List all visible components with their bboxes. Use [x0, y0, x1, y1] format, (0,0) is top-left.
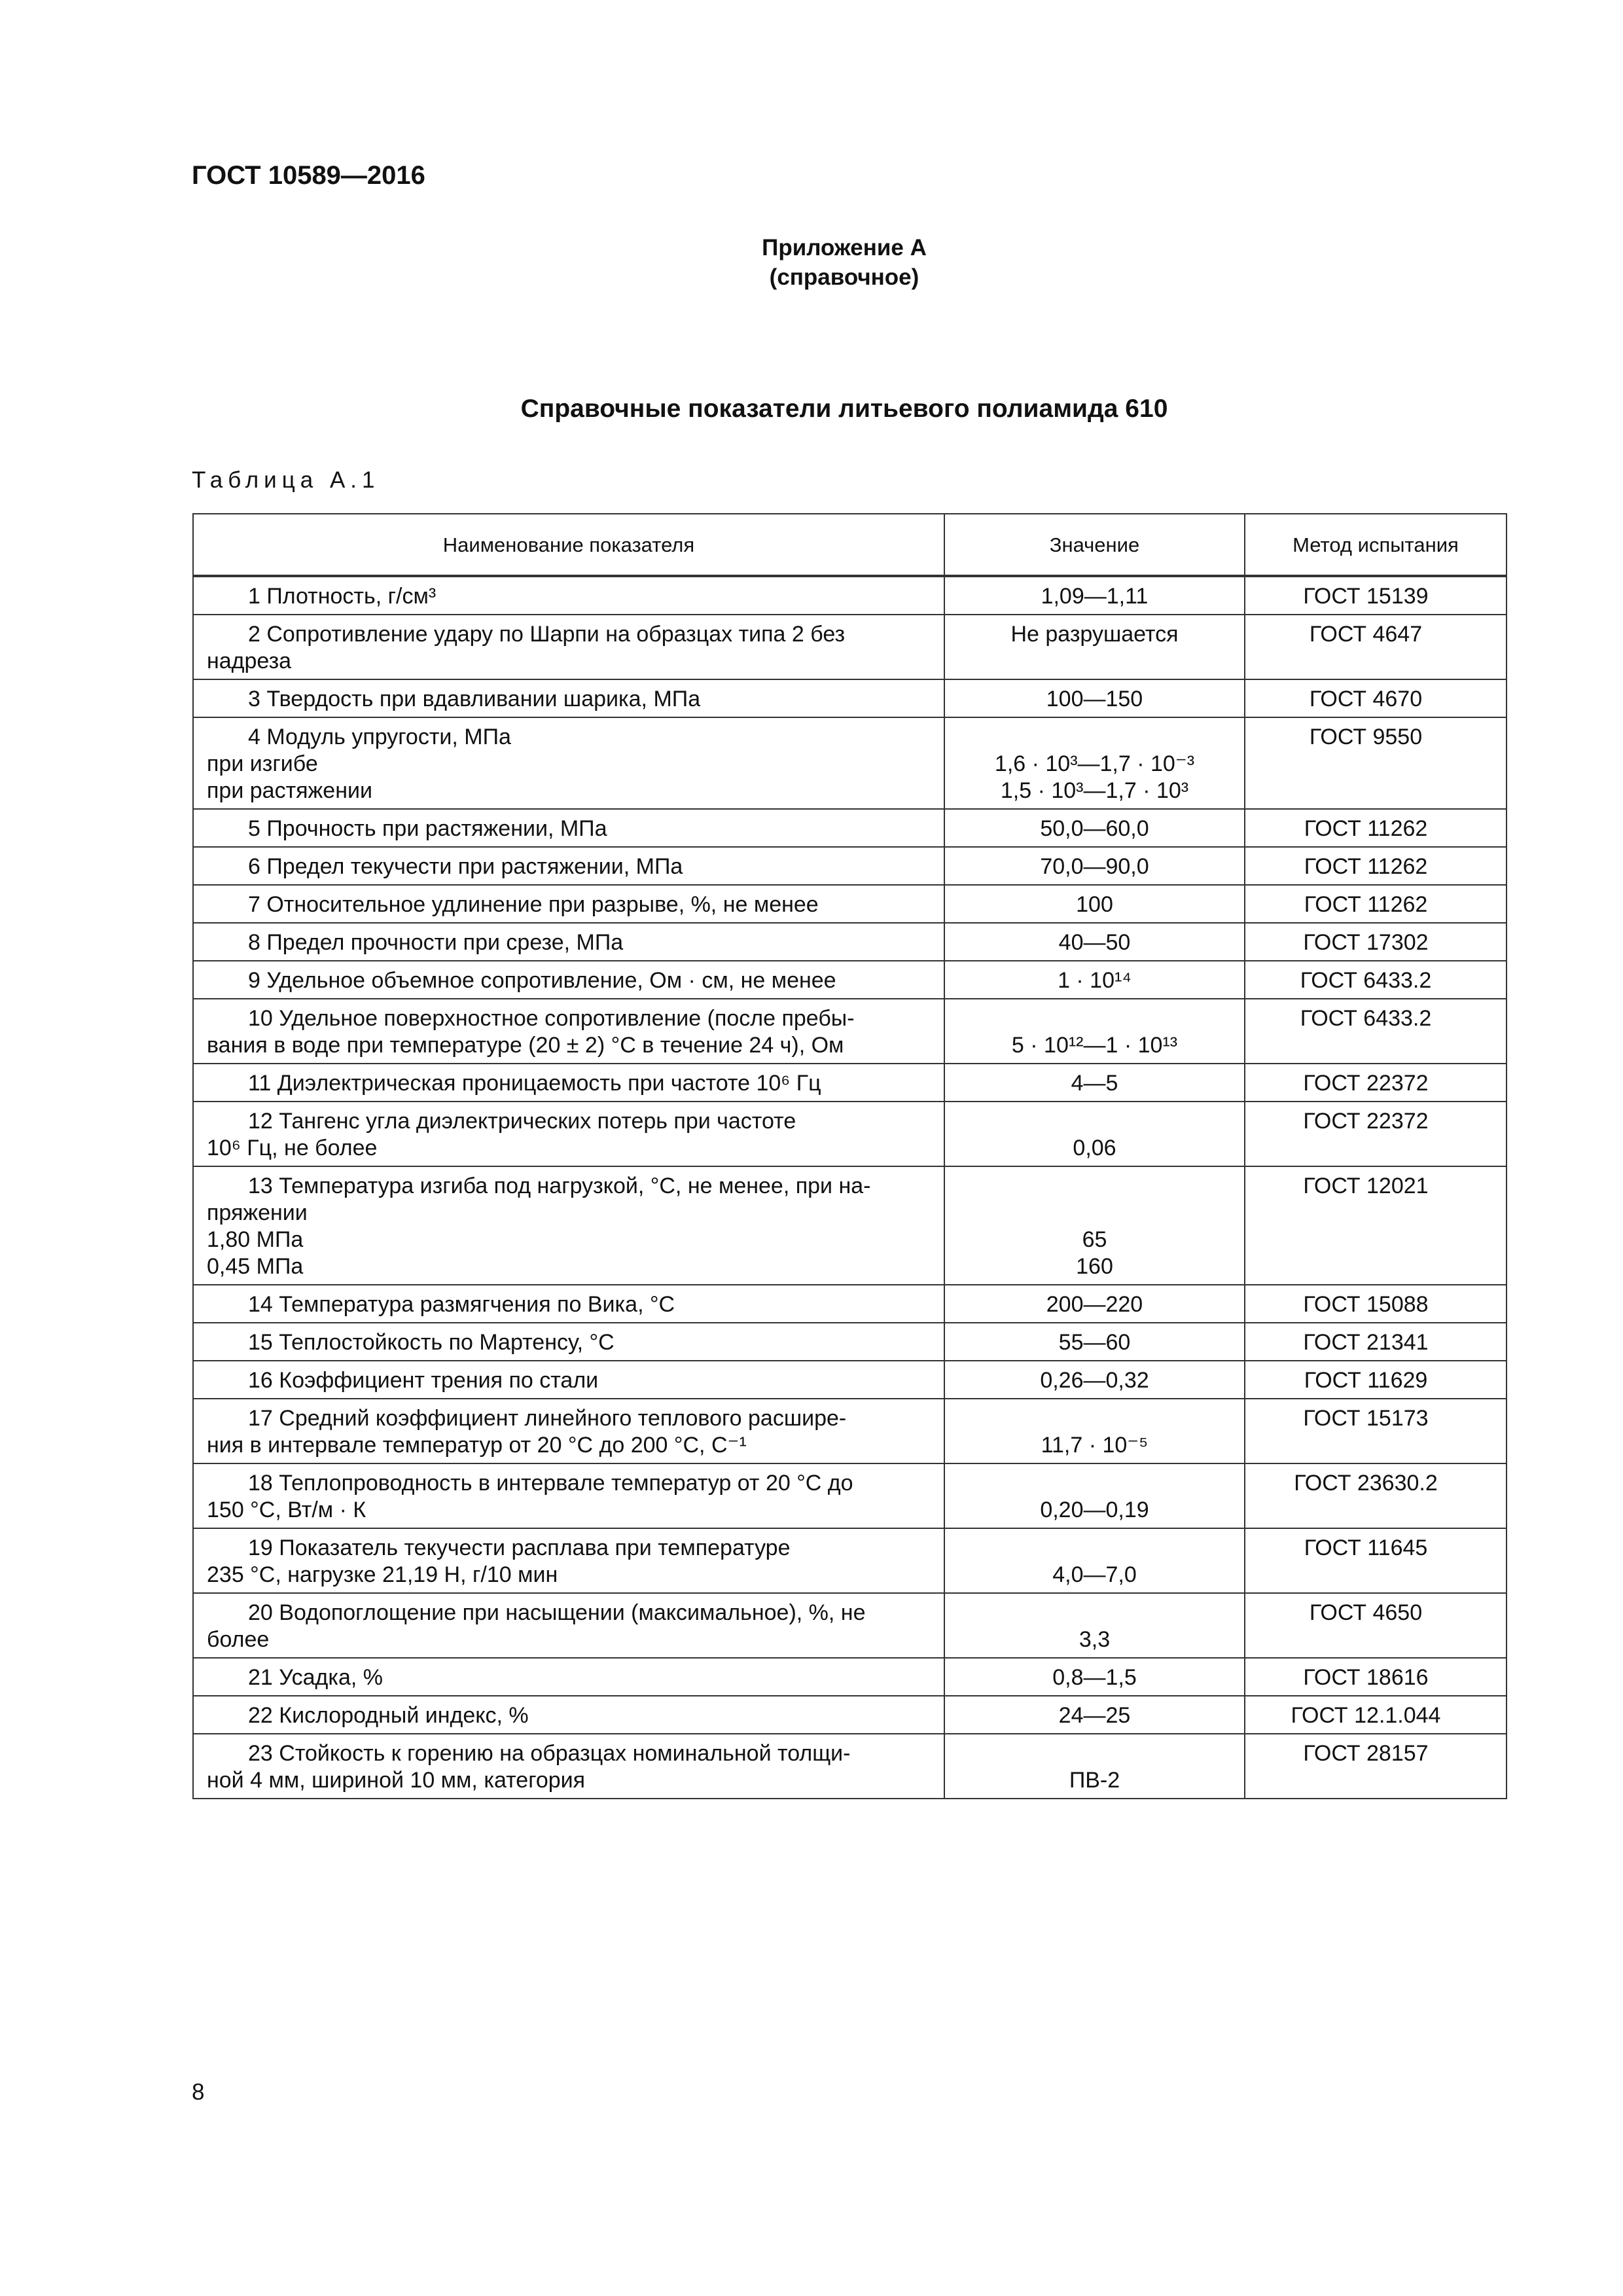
indicator-value-cell [944, 1734, 1245, 1799]
indicator-name-line: при изгибе [207, 751, 318, 776]
indicator-name-cell [193, 717, 944, 809]
indicator-name-line: 22 Кислородный индекс, % [248, 1703, 529, 1728]
indicator-name-line: 23 Стойкость к горению на образцах номинальной толщи- [248, 1741, 851, 1766]
indicator-name-line: пряжении [207, 1200, 308, 1225]
table-body [193, 576, 1507, 1799]
document-code: ГОСТ 10589—2016 [192, 161, 425, 190]
appendix-title: Приложение А [762, 235, 927, 260]
test-method-cell: ГОСТ 11262 [1245, 847, 1507, 885]
indicator-name-cell [193, 885, 944, 923]
page-heading: Справочные показатели литьевого полиамида 610 [520, 395, 1168, 423]
indicator-value-line: 11,7 · 10⁻⁵ [1041, 1433, 1149, 1458]
indicator-name-cell [193, 1064, 944, 1102]
indicator-value-line: 0,8—1,5 [1052, 1665, 1137, 1690]
indicator-value-cell [944, 1285, 1245, 1323]
indicator-value-cell [944, 1361, 1245, 1399]
table-row [193, 1734, 1507, 1799]
indicator-value-cell [944, 1463, 1245, 1528]
column-header-name: Наименование показателя [193, 514, 944, 576]
indicator-name-line: 150 °С, Вт/м · К [207, 1498, 366, 1522]
table-row [193, 1593, 1507, 1658]
indicator-value-line: ПВ-2 [1069, 1768, 1120, 1793]
indicator-name-cell [193, 1361, 944, 1399]
indicator-value-cell [944, 1102, 1245, 1166]
table-row [193, 923, 1507, 961]
table-row [193, 1323, 1507, 1361]
table-row [193, 1696, 1507, 1734]
indicator-name-cell [193, 1593, 944, 1658]
indicator-value-cell [944, 1696, 1245, 1734]
test-method-cell: ГОСТ 9550 [1245, 717, 1507, 809]
table-row [193, 1064, 1507, 1102]
indicator-value-cell [944, 961, 1245, 999]
indicator-name-line: надреза [207, 649, 292, 673]
indicator-name-cell [193, 576, 944, 615]
indicator-value-line: 50,0—60,0 [1040, 816, 1149, 841]
indicator-value-cell [944, 847, 1245, 885]
test-method-cell: ГОСТ 11262 [1245, 809, 1507, 847]
test-method-cell: ГОСТ 17302 [1245, 923, 1507, 961]
indicator-name-line: 6 Предел текучести при растяжении, МПа [248, 854, 683, 879]
table-row [193, 615, 1507, 679]
table-row [193, 961, 1507, 999]
test-method-cell: ГОСТ 12.1.044 [1245, 1696, 1507, 1734]
indicator-name-cell [193, 1102, 944, 1166]
indicator-value-line: 100—150 [1046, 687, 1143, 711]
indicator-name-line: 10⁶ Гц, не более [207, 1136, 378, 1160]
table-row [193, 999, 1507, 1064]
indicator-name-line: 1 Плотность, г/см³ [248, 584, 437, 609]
indicator-value-cell [944, 999, 1245, 1064]
indicator-value-line: 55—60 [1058, 1330, 1131, 1355]
indicator-value-cell [944, 1064, 1245, 1102]
page-number: 8 [192, 2079, 205, 2105]
indicator-value-cell [944, 885, 1245, 923]
indicator-name-cell [193, 679, 944, 717]
test-method-cell: ГОСТ 18616 [1245, 1658, 1507, 1696]
table-row [193, 885, 1507, 923]
indicator-value-line: 1 · 10¹⁴ [1058, 968, 1132, 993]
indicator-value-cell [944, 1658, 1245, 1696]
properties-table [192, 513, 1507, 1799]
table-row [193, 576, 1507, 615]
test-method-cell: ГОСТ 22372 [1245, 1064, 1507, 1102]
indicator-name-line: 8 Предел прочности при срезе, МПа [248, 930, 624, 955]
indicator-name-cell [193, 1399, 944, 1463]
indicator-value-line: 1,09—1,11 [1041, 584, 1149, 609]
table-header-row [193, 514, 1507, 576]
test-method-cell: ГОСТ 23630.2 [1245, 1463, 1507, 1528]
indicator-value-line: 3,3 [1079, 1627, 1111, 1652]
indicator-name-cell [193, 999, 944, 1064]
indicator-value-cell [944, 576, 1245, 615]
indicator-name-line: 16 Коэффициент трения по стали [248, 1368, 599, 1393]
test-method-cell: ГОСТ 11262 [1245, 885, 1507, 923]
indicator-name-line: при растяжении [207, 778, 372, 803]
indicator-name-cell [193, 961, 944, 999]
indicator-value-line: 5 · 10¹²—1 · 10¹³ [1011, 1033, 1178, 1058]
test-method-cell: ГОСТ 4670 [1245, 679, 1507, 717]
indicator-name-line: ния в интервале температур от 20 °С до 200 °С, С⁻¹ [207, 1433, 747, 1458]
indicator-value-cell [944, 615, 1245, 679]
indicator-value-line: 4—5 [1071, 1071, 1118, 1096]
appendix-block [0, 233, 1623, 292]
test-method-cell: ГОСТ 21341 [1245, 1323, 1507, 1361]
indicator-name-line: ной 4 мм, шириной 10 мм, категория [207, 1768, 586, 1793]
appendix-type: (справочное) [769, 264, 919, 290]
indicator-name-cell [193, 1658, 944, 1696]
table-caption: Таблица А.1 [192, 467, 380, 493]
indicator-name-line: 10 Удельное поверхностное сопротивление (после пребы- [248, 1006, 855, 1031]
indicator-name-cell [193, 809, 944, 847]
test-method-cell: ГОСТ 6433.2 [1245, 999, 1507, 1064]
table-row [193, 1166, 1507, 1285]
indicator-value-cell [944, 923, 1245, 961]
table-row [193, 1102, 1507, 1166]
indicator-name-cell [193, 615, 944, 679]
indicator-name-line: 12 Тангенс угла диэлектрических потерь при частоте [248, 1109, 796, 1134]
indicator-value-cell [944, 1323, 1245, 1361]
test-method-cell: ГОСТ 11645 [1245, 1528, 1507, 1593]
indicator-name-line: 0,45 МПа [207, 1254, 304, 1279]
table-row [193, 1463, 1507, 1528]
indicator-name-line: 21 Усадка, % [248, 1665, 383, 1690]
indicator-value-cell [944, 809, 1245, 847]
test-method-cell: ГОСТ 4650 [1245, 1593, 1507, 1658]
test-method-cell: ГОСТ 6433.2 [1245, 961, 1507, 999]
indicator-name-line: 235 °С, нагрузке 21,19 Н, г/10 мин [207, 1562, 558, 1587]
indicator-name-line: 17 Средний коэффициент линейного теплового расшире- [248, 1406, 847, 1431]
indicator-value-line: 100 [1076, 892, 1113, 917]
table-row [193, 1361, 1507, 1399]
indicator-name-line: 2 Сопротивление удару по Шарпи на образцах типа 2 без [248, 622, 846, 647]
indicator-value-line: 4,0—7,0 [1052, 1562, 1137, 1587]
indicator-name-line: 11 Диэлектрическая проницаемость при частоте 10⁶ Гц [248, 1071, 821, 1096]
table-row [193, 809, 1507, 847]
indicator-value-line: 0,26—0,32 [1040, 1368, 1149, 1393]
indicator-name-cell [193, 923, 944, 961]
indicator-name-line: 3 Твердость при вдавливании шарика, МПа [248, 687, 701, 711]
indicator-name-line: 9 Удельное объемное сопротивление, Ом · см, не менее [248, 968, 836, 993]
indicator-value-line: 70,0—90,0 [1040, 854, 1149, 879]
indicator-name-line: 4 Модуль упругости, МПа [248, 725, 511, 749]
indicator-name-line: 7 Относительное удлинение при разрыве, %, не менее [248, 892, 819, 917]
table-row [193, 1285, 1507, 1323]
table-row [193, 1399, 1507, 1463]
test-method-cell: ГОСТ 11629 [1245, 1361, 1507, 1399]
indicator-name-cell [193, 1463, 944, 1528]
table-row [193, 679, 1507, 717]
indicator-value-line: 200—220 [1046, 1292, 1143, 1317]
indicator-value-cell [944, 679, 1245, 717]
indicator-value-line: 1,6 · 10³—1,7 · 10⁻³ [994, 751, 1195, 776]
test-method-cell: ГОСТ 28157 [1245, 1734, 1507, 1799]
indicator-name-cell [193, 1285, 944, 1323]
indicator-name-line: 13 Температура изгиба под нагрузкой, °С, не менее, при на- [248, 1174, 871, 1198]
indicator-value-cell [944, 1166, 1245, 1285]
indicator-value-line: 24—25 [1058, 1703, 1131, 1728]
indicator-name-line: 20 Водопоглощение при насыщении (максимальное), %, не [248, 1600, 866, 1625]
indicator-name-line: 18 Теплопроводность в интервале температур от 20 °С до [248, 1471, 853, 1496]
indicator-value-line: 0,20—0,19 [1040, 1498, 1149, 1522]
test-method-cell: ГОСТ 22372 [1245, 1102, 1507, 1166]
indicator-name-line: вания в воде при температуре (20 ± 2) °С в течение 24 ч), Ом [207, 1033, 844, 1058]
indicator-value-cell [944, 1528, 1245, 1593]
indicator-value-line [958, 648, 1231, 675]
indicator-name-cell [193, 1166, 944, 1285]
test-method-cell: ГОСТ 4647 [1245, 615, 1507, 679]
indicator-name-cell [193, 1734, 944, 1799]
table-row [193, 1528, 1507, 1593]
test-method-cell: ГОСТ 12021 [1245, 1166, 1507, 1285]
indicator-name-line: 15 Теплостойкость по Мартенсу, °С [248, 1330, 615, 1355]
indicator-value-line: Не разрушается [1010, 622, 1179, 647]
test-method-cell: ГОСТ 15173 [1245, 1399, 1507, 1463]
table-row [193, 717, 1507, 809]
indicator-value-line: 160 [1076, 1254, 1113, 1279]
indicator-name-line: 19 Показатель текучести расплава при температуре [248, 1535, 791, 1560]
indicator-name-line: более [207, 1627, 270, 1652]
indicator-name-line: 14 Температура размягчения по Вика, °С [248, 1292, 675, 1317]
column-header-method: Метод испытания [1245, 514, 1507, 576]
indicator-name-cell [193, 1528, 944, 1593]
indicator-value-line: 0,06 [1073, 1136, 1116, 1160]
indicator-value-line: 1,5 · 10³—1,7 · 10³ [1000, 778, 1189, 803]
indicator-name-cell [193, 847, 944, 885]
indicator-name-cell [193, 1323, 944, 1361]
indicator-value-cell [944, 717, 1245, 809]
indicator-value-line: 40—50 [1058, 930, 1131, 955]
indicator-name-cell [193, 1696, 944, 1734]
test-method-cell: ГОСТ 15088 [1245, 1285, 1507, 1323]
indicator-value-cell [944, 1399, 1245, 1463]
table-row [193, 1658, 1507, 1696]
indicator-name-line: 5 Прочность при растяжении, МПа [248, 816, 607, 841]
indicator-name-line: 1,80 МПа [207, 1227, 304, 1252]
column-header-value: Значение [944, 514, 1245, 576]
indicator-value-cell [944, 1593, 1245, 1658]
table-row [193, 847, 1507, 885]
test-method-cell: ГОСТ 15139 [1245, 576, 1507, 615]
indicator-value-line: 65 [1082, 1227, 1107, 1252]
